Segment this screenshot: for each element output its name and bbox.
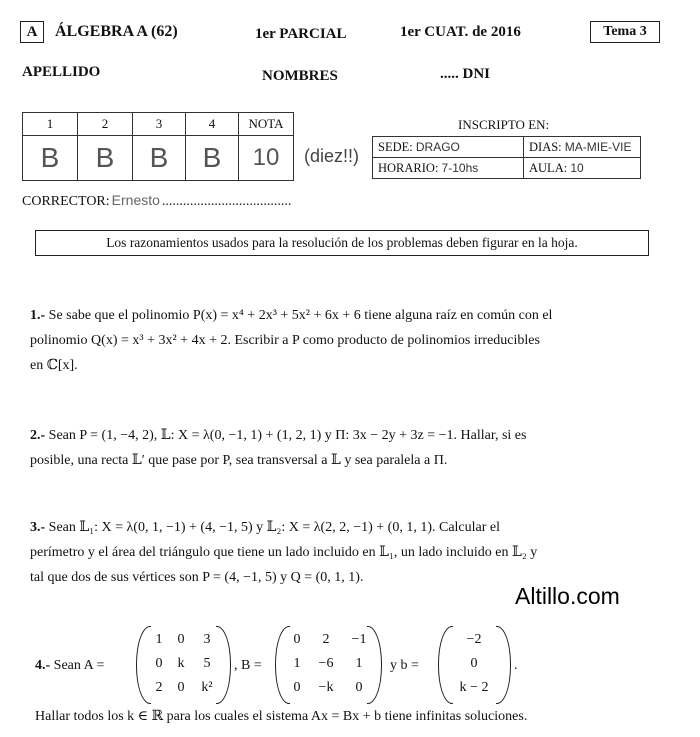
matrix-entry: 2: [322, 632, 330, 647]
matrix-entry: 0: [355, 680, 363, 695]
corrector-signature: Ernesto: [111, 192, 160, 208]
tema-letter-box: A: [20, 21, 44, 43]
apellido-label: APELLIDO: [22, 64, 101, 80]
matrix-entry: 1: [293, 656, 301, 671]
matrix-entry: 0: [470, 656, 478, 671]
matrix-entry: 0: [155, 656, 163, 671]
matrix-entry: −6: [318, 656, 334, 671]
problem-number: 1.-: [30, 308, 46, 323]
problem-3: [30, 515, 670, 590]
grade-header: 3: [133, 113, 186, 136]
grade-annotation: (diez!!): [304, 146, 360, 166]
intro-text: Sean A =: [53, 658, 105, 673]
aula-value: 10: [570, 160, 584, 175]
end-period: .: [514, 658, 518, 673]
matrix-entry: 0: [293, 680, 301, 695]
watermark: Altillo.com: [515, 583, 620, 609]
problem-4-intro: [35, 658, 104, 674]
problem-line: perímetro y el área del triángulo que tiene un lado incluido en 𝕃₁, un lado incluido en 𝕃₂ y: [30, 545, 538, 560]
matrix-entry: 3: [203, 632, 211, 647]
dni-label: ..... DNI: [440, 66, 491, 82]
problem-line: Se sabe que el polinomio P(x) = x⁴ + 2x³ + 5x² + 6x + 6 tiene alguna raíz en común con el: [48, 308, 553, 323]
tema-box: Tema 3: [590, 21, 660, 43]
problem-line: en ℂ[x].: [30, 358, 78, 373]
corrector-field: [22, 192, 291, 210]
sep-vector: y b =: [390, 658, 419, 673]
sede-value: DRAGO: [415, 139, 460, 154]
matrix-entry: 0: [293, 632, 301, 647]
problem-2: [30, 423, 670, 473]
nombres-label: NOMBRES: [262, 68, 338, 84]
grade-header: 4: [186, 113, 239, 136]
matrix-entry: 1: [155, 632, 163, 647]
grade-header: NOTA: [239, 113, 294, 136]
problem-line: Hallar todos los k ∈ ℝ para los cuales el sistema Ax = Bx + b tiene infinitas soluciones.: [35, 709, 528, 724]
grade-header: 1: [23, 113, 78, 136]
horario-label: HORARIO:: [378, 160, 439, 175]
problem-number: 4.-: [35, 658, 51, 673]
matrix-entry: k − 2: [459, 680, 489, 695]
notice-box: Los razonamientos usados para la resolución de los problemas deben figurar en la hoja.: [35, 230, 649, 256]
vector-b: [452, 628, 496, 700]
exam-name: 1er PARCIAL: [255, 26, 347, 42]
problem-1: [30, 303, 670, 378]
matrix-a: [148, 628, 222, 700]
exam-term: 1er CUAT. de 2016: [400, 24, 521, 40]
dias-label: DIAS:: [529, 139, 562, 154]
inscripto-table: [372, 136, 641, 179]
dias-cell: [524, 137, 641, 158]
matrix-entry: k²: [201, 680, 213, 695]
problem-line: Sean P = (1, −4, 2), 𝕃: X = λ(0, −1, 1) + (1, 2, 1) y Π: 3x − 2y + 3z = −1. Hallar, si es: [48, 428, 527, 443]
horario-cell: [373, 158, 524, 179]
sep-b: , B =: [234, 658, 262, 673]
problem-number: 2.-: [30, 428, 46, 443]
aula-label: AULA:: [529, 160, 568, 175]
problem-number: 3.-: [30, 520, 46, 535]
course-title: ÁLGEBRA A (62): [55, 23, 178, 40]
grade-value: B: [133, 136, 186, 181]
problem-line: posible, una recta 𝕃′ que pase por P, sea transversal a 𝕃 y sea paralela a Π.: [30, 453, 448, 468]
grade-header: 2: [78, 113, 133, 136]
dias-value: MA-MIE-VIE: [564, 139, 632, 154]
grade-value: B: [23, 136, 78, 181]
matrix-entry: 2: [155, 680, 163, 695]
matrix-entry: k: [177, 656, 185, 671]
problem-line: tal que dos de sus vértices son P = (4, −1, 5) y Q = (0, 1, 1).: [30, 570, 364, 585]
inscripto-title: INSCRIPTO EN:: [458, 117, 550, 132]
grades-table: [22, 112, 294, 181]
aula-cell: [524, 158, 641, 179]
horario-value: 7-10hs: [441, 160, 479, 175]
matrix-entry: 1: [355, 656, 363, 671]
problem-line: Sean 𝕃₁: X = λ(0, 1, −1) + (4, −1, 5) y 𝕃₂: X = λ(2, 2, −1) + (0, 1, 1). Calcular el: [48, 520, 501, 535]
sede-label: SEDE:: [378, 139, 413, 154]
sede-cell: [373, 137, 524, 158]
problem-line: polinomio Q(x) = x³ + 3x² + 4x + 2. Escribir a P como producto de polinomios irreducibles: [30, 333, 540, 348]
matrix-entry: 0: [177, 680, 185, 695]
matrix-entry: −1: [351, 632, 367, 647]
corrector-label: CORRECTOR:: [22, 194, 110, 209]
final-grade: 10: [239, 136, 294, 181]
grade-value: B: [78, 136, 133, 181]
matrix-entry: 0: [177, 632, 185, 647]
corrector-dots: .....................................: [161, 194, 292, 209]
matrix-entry: −2: [466, 632, 482, 647]
matrix-entry: −k: [318, 680, 334, 695]
matrix-entry: 5: [203, 656, 211, 671]
grade-value: B: [186, 136, 239, 181]
matrix-b: [285, 628, 375, 700]
